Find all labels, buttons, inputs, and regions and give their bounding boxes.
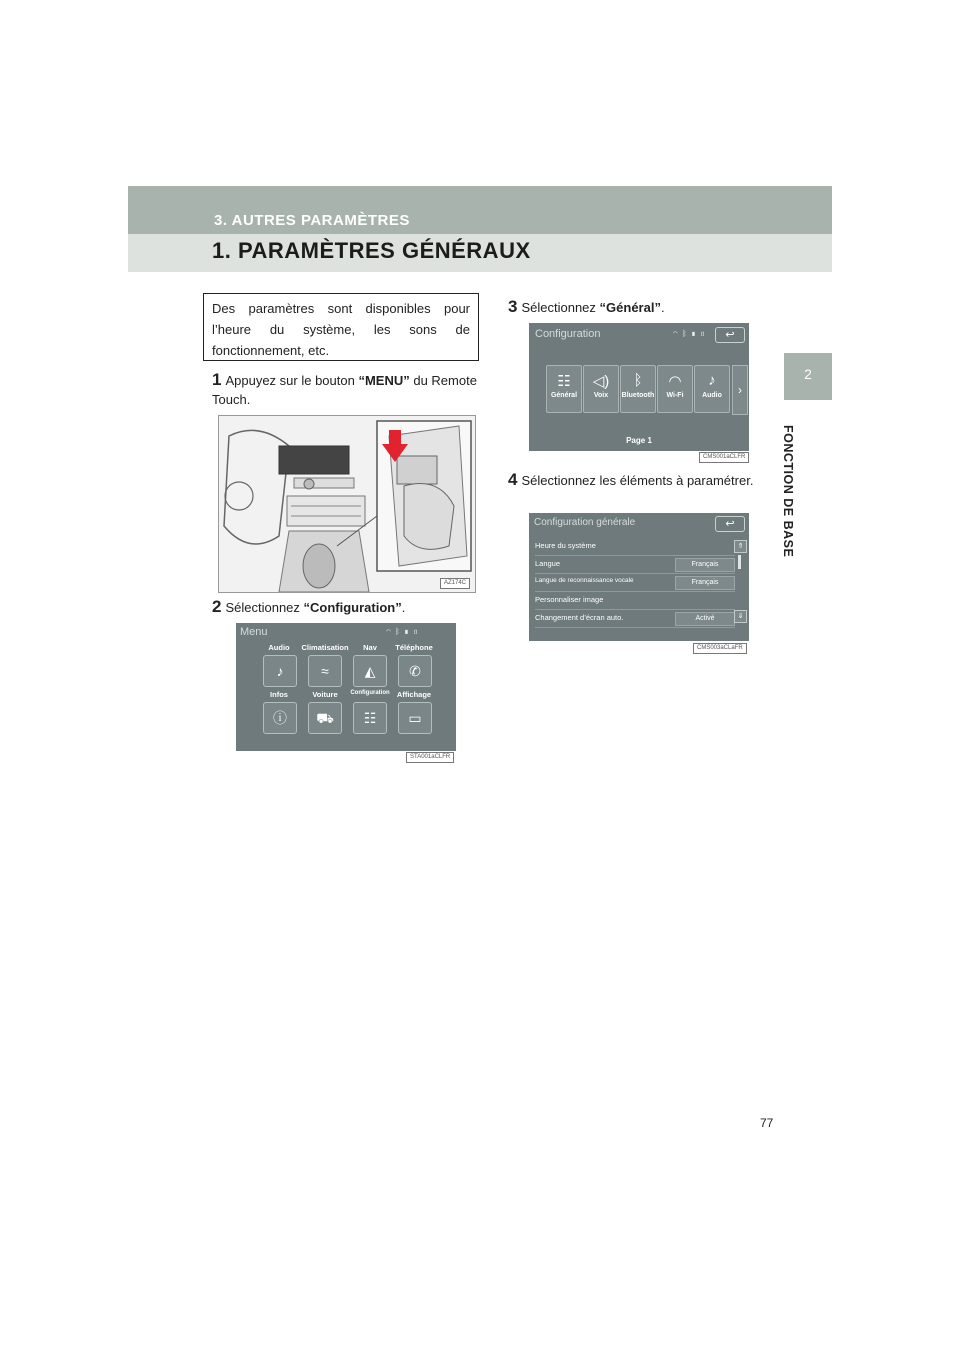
menu-label-telephone: Téléphone xyxy=(395,643,433,652)
menu-screen xyxy=(236,623,456,751)
tile-bluetooth[interactable] xyxy=(620,365,656,413)
menu-label-audio: Audio xyxy=(268,643,290,652)
chevron-right-icon[interactable]: › xyxy=(732,365,748,415)
tile-general[interactable] xyxy=(546,365,582,413)
step-number: 1 xyxy=(212,370,222,389)
back-button[interactable]: ↩ xyxy=(715,327,745,343)
intro-box xyxy=(203,293,479,361)
menu-label-configuration: Configuration xyxy=(350,690,390,696)
step-number: 3 xyxy=(508,297,518,316)
tile-voix[interactable] xyxy=(583,365,619,413)
page-title: 1. PARAMÈTRES GÉNÉRAUX xyxy=(212,238,531,263)
setting-row-heure[interactable]: Heure du système xyxy=(535,539,735,556)
step-2: 2 Sélectionnez “Configuration”. xyxy=(212,597,406,616)
setting-row-personnaliser[interactable]: Personnaliser image xyxy=(535,593,735,610)
menu-label-climatisation: Climatisation xyxy=(301,643,349,652)
tile-label: Général xyxy=(550,392,578,399)
scrollbar-thumb[interactable] xyxy=(738,555,741,569)
page-indicator: Page 1 xyxy=(626,436,652,445)
configuration-screen xyxy=(529,323,749,451)
menu-label-infos: Infos xyxy=(270,690,288,699)
screen-title: Configuration générale xyxy=(534,517,636,528)
figure-code: CMS003aCLaFR xyxy=(693,643,747,654)
audio-icon[interactable]: ♪ xyxy=(263,655,297,687)
menu-label-nav: Nav xyxy=(363,643,377,652)
general-settings-screen xyxy=(529,513,749,641)
status-icons: ◠ ᛒ ▮ ▯ xyxy=(673,329,706,338)
figure-code: AZ174C xyxy=(440,578,470,589)
scroll-down-icon[interactable]: ⇓ xyxy=(734,610,747,623)
tile-wifi[interactable] xyxy=(657,365,693,413)
setting-row-changement[interactable]: Changement d’écran auto. Activé xyxy=(535,611,735,628)
nav-icon[interactable]: ◭ xyxy=(353,655,387,687)
status-icons: ◠ ᛒ ▮ ▯ xyxy=(386,627,419,636)
tile-label: Voix xyxy=(593,392,609,399)
tile-label: Wi-Fi xyxy=(666,392,684,399)
tile-label: Audio xyxy=(702,392,722,399)
press-arrow-icon xyxy=(382,430,408,462)
figure-code: STA001aCLFR xyxy=(406,752,454,763)
info-icon[interactable]: ⓘ xyxy=(263,702,297,734)
setting-row-langue-vocale[interactable]: Langue de reconnaissance vocale Français xyxy=(535,575,735,592)
page-number: 77 xyxy=(760,1116,774,1130)
settings-icon: ☷ xyxy=(557,373,571,390)
menu-label-affichage: Affichage xyxy=(396,690,432,699)
screen-title: Configuration xyxy=(535,328,601,340)
menu-label-voiture: Voiture xyxy=(312,690,338,699)
screen-title: Menu xyxy=(240,626,268,638)
back-button[interactable]: ↩ xyxy=(715,516,745,532)
setting-value: Activé xyxy=(675,612,735,626)
phone-icon[interactable]: ✆ xyxy=(398,655,432,687)
climate-icon[interactable]: ≈ xyxy=(308,655,342,687)
scroll-up-icon[interactable]: ⇑ xyxy=(734,540,747,553)
setting-row-langue[interactable]: Langue Français xyxy=(535,557,735,574)
setting-value: Français xyxy=(675,576,735,590)
console-drawing xyxy=(219,416,475,592)
bluetooth-icon: ᛒ xyxy=(633,372,643,389)
step-4: 4 Sélectionnez les éléments à paramétrer. xyxy=(508,470,754,489)
remote-touch-illustration xyxy=(218,415,476,593)
car-icon[interactable]: ⛟ xyxy=(308,702,342,734)
speaker-icon: ◁) xyxy=(592,373,610,390)
settings-icon[interactable]: ☷ xyxy=(353,702,387,734)
music-note-icon: ♪ xyxy=(708,372,716,389)
tile-audio[interactable] xyxy=(694,365,730,413)
wifi-icon: ◠ xyxy=(668,373,682,390)
chapter-label: FONCTION DE BASE xyxy=(781,425,795,558)
intro-text: Des paramètres sont disponibles pour l’heure du système, les sons de fonctionnement, etc. xyxy=(212,301,470,358)
section-title: 3. AUTRES PARAMÈTRES xyxy=(214,212,410,229)
display-icon[interactable]: ▭ xyxy=(398,702,432,734)
figure-code: CMS001aCLFR xyxy=(699,452,749,463)
step-number: 2 xyxy=(212,597,222,616)
chapter-number: 2 xyxy=(804,366,812,382)
step-1: 1 Appuyez sur le bouton “MENU” du Remote Touch. xyxy=(212,370,477,407)
tile-label: Bluetooth xyxy=(621,392,655,399)
setting-value: Français xyxy=(675,558,735,572)
step-3: 3 Sélectionnez “Général”. xyxy=(508,297,665,316)
step-number: 4 xyxy=(508,470,518,489)
